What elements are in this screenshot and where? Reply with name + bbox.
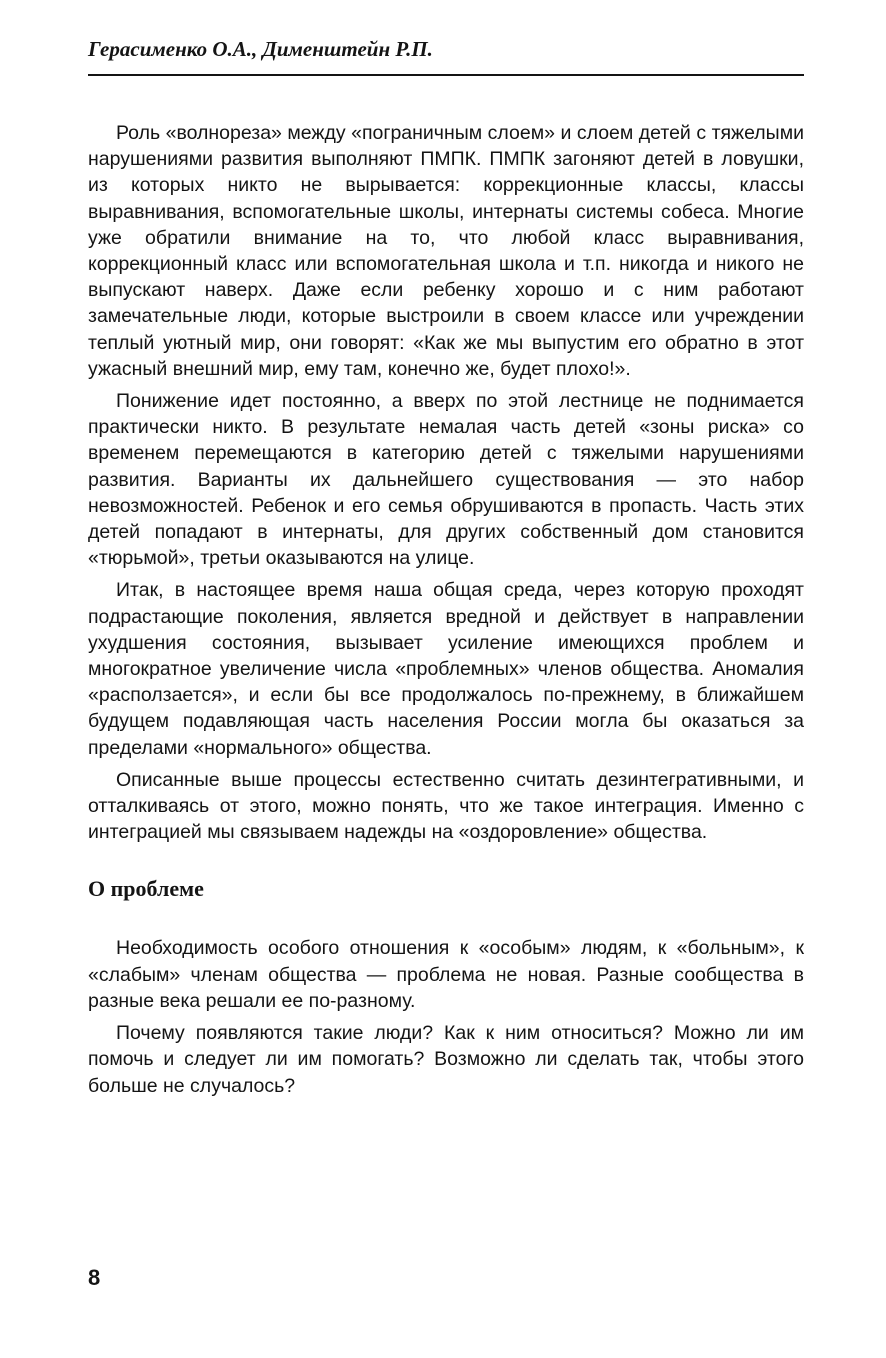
page-number: 8 xyxy=(88,1265,101,1290)
paragraph: Описанные выше процессы естественно считать дезинтегративными, и отталкиваясь от этого, можно понять, что же такое интеграция. Именно с интеграцией мы связываем надежды на «оздоровление» общества. xyxy=(88,768,804,844)
book-page xyxy=(88,28,804,1105)
paragraph: Понижение идет постоянно, а вверх по этой лестнице не поднимается практически никто. В результате немалая часть детей «зоны риска» со временем перемещаются в категорию детей с тяжелыми нарушениями развития. Варианты их дальнейшего существования — это набор невозможностей. Ребенок и его семья обрушиваются в пропасть. Часть этих детей попадают в интернаты, для других собственный дом становится «тюрьмой», третьи оказываются на улице. xyxy=(88,390,804,570)
paragraph: Необходимость особого отношения к «особым» людям, к «больным», к «слабым» членам общества — проблема не новая. Разные сообщества в разные века решали ее по-разному. xyxy=(88,937,804,1012)
body-text xyxy=(88,120,804,1099)
paragraph: Почему появляются такие люди? Как к ним относиться? Можно ли им помочь и следует ли им помогать? Возможно ли сделать так, чтобы этого больше не случалось? xyxy=(88,1022,804,1097)
running-head: Герасименко О.А., Дименштейн Р.П. xyxy=(88,36,804,76)
paragraph: Итак, в настоящее время наша общая среда, через которую проходят подрастающие поколения, является вредной и действует в направлении ухудшения состояния, вызывает усиление имеющихся проблем и многократное увеличение числа «проблемных» членов общества. Аномалия «расползается», и если бы все продолжалось по-прежнему, в ближайшем будущем подавляющая часть населения России могла бы оказаться за пределами «нормального» общества. xyxy=(88,579,804,759)
section-heading: О проблеме xyxy=(88,876,204,902)
paragraph: Роль «волнореза» между «пограничным слоем» и слоем детей с тяжелыми нарушениями развития выполняют ПМПК. ПМПК загоняют детей в ловушки, из которых никто не вырывается: коррекционные классы, классы выравнивания, вспомогательные школы, интернаты системы собеса. Многие уже обратили внимание на то, что любой класс выравнивания, коррекционный класс или вспомогательная школа и т.п. никогда и никого не выпускают наверх. Даже если ребенку хорошо и с ним работают замечательные люди, которые выстроили в своем классе или учреждении теплый уютный мир, они говорят: «Как же мы выпустим его обратно в этот ужасный внешний мир, ему там, конечно же, будет плохо!». xyxy=(88,122,804,380)
